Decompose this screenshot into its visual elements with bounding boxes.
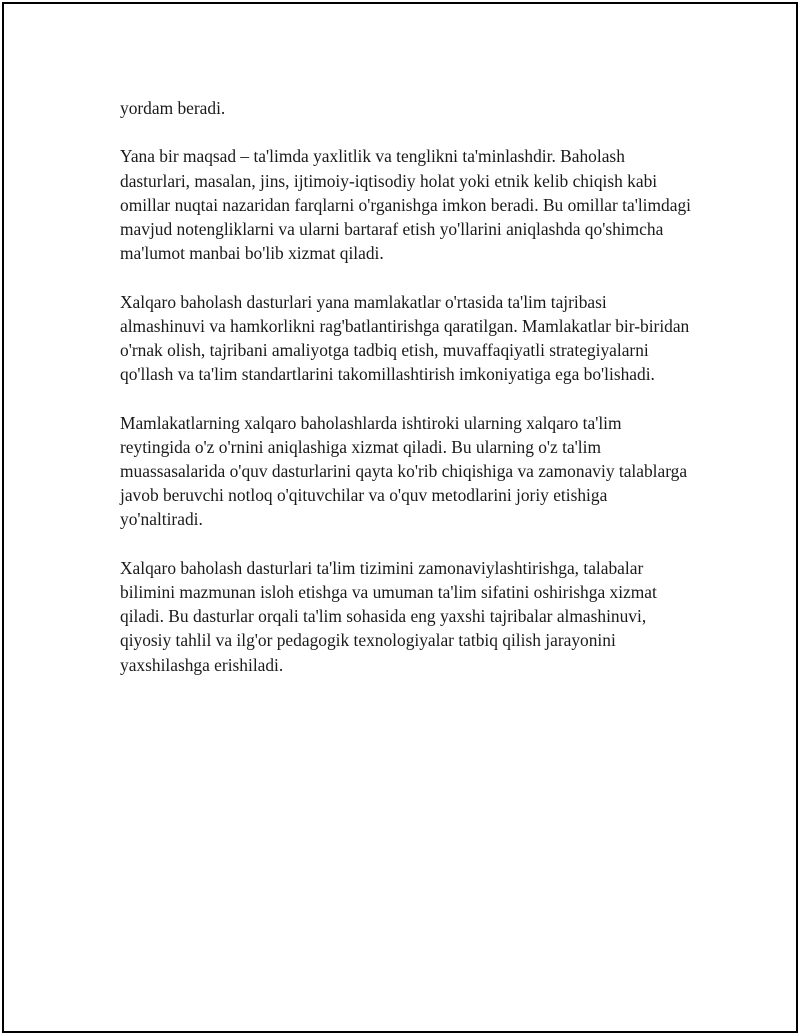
document-page — [2, 2, 798, 1033]
paragraph-cooperation: Xalqaro baholash dasturlari yana mamlakatlar o'rtasida ta'lim tajribasi almashinuvi va hamkorlikni rag'batlantirishga qaratilgan. Mamlakatlar bir-biridan o'rnak olish, tajribani amaliyotga tadbiq etish, muvaffaqiyatli strategiyalarni qo'llash va ta'lim standartlarini takomillashtirish imkoniyatiga ega bo'lishadi. — [120, 291, 690, 385]
paragraph-continuation: yordam beradi. — [120, 98, 226, 118]
paragraph-modernization: Xalqaro baholash dasturlari ta'lim tizimini zamonaviylashtirishga, talabalar bilimini mazmunan isloh etishga va umuman ta'lim sifatini oshirishga xizmat qiladi. Bu dasturlar orqali ta'lim sohasida eng yaxshi tajribalar almashinuvi, qiyosiy tahlil va ilg'or pedagogik texnologiyalar tatbiq qilish jarayonini yaxshilashga erishiladi. — [120, 557, 657, 675]
paragraph-equity: Yana bir maqsad – ta'limda yaxlitlik va tenglikni ta'minlashdir. Baholash dasturlari, masalan, jins, ijtimoiy-iqtisodiy holat yoki etnik kelib chiqish kabi omillar nuqtai nazaridan farqlarni o'rganishga imkon beradi. Bu omillar ta'limdagi mavjud notengliklarni va ularni bartaraf etish yo'llarini aniqlashda qo'shimcha ma'lumot manbai bo'lib xizmat qiladi. — [120, 146, 691, 264]
paragraph-ranking: Mamlakatlarning xalqaro baholashlarda ishtiroki ularning xalqaro ta'lim reytingida o'z o'rnini aniqlashiga xizmat qiladi. Bu ularning o'z ta'lim muassasalarida o'quv dasturlarini qayta ko'rib chiqishiga va zamonaviy talablarga javob beruvchi notloq o'qituvchilar va o'quv metodlarini joriy etishiga yo'naltiradi. — [120, 412, 688, 530]
document-body — [120, 96, 692, 701]
